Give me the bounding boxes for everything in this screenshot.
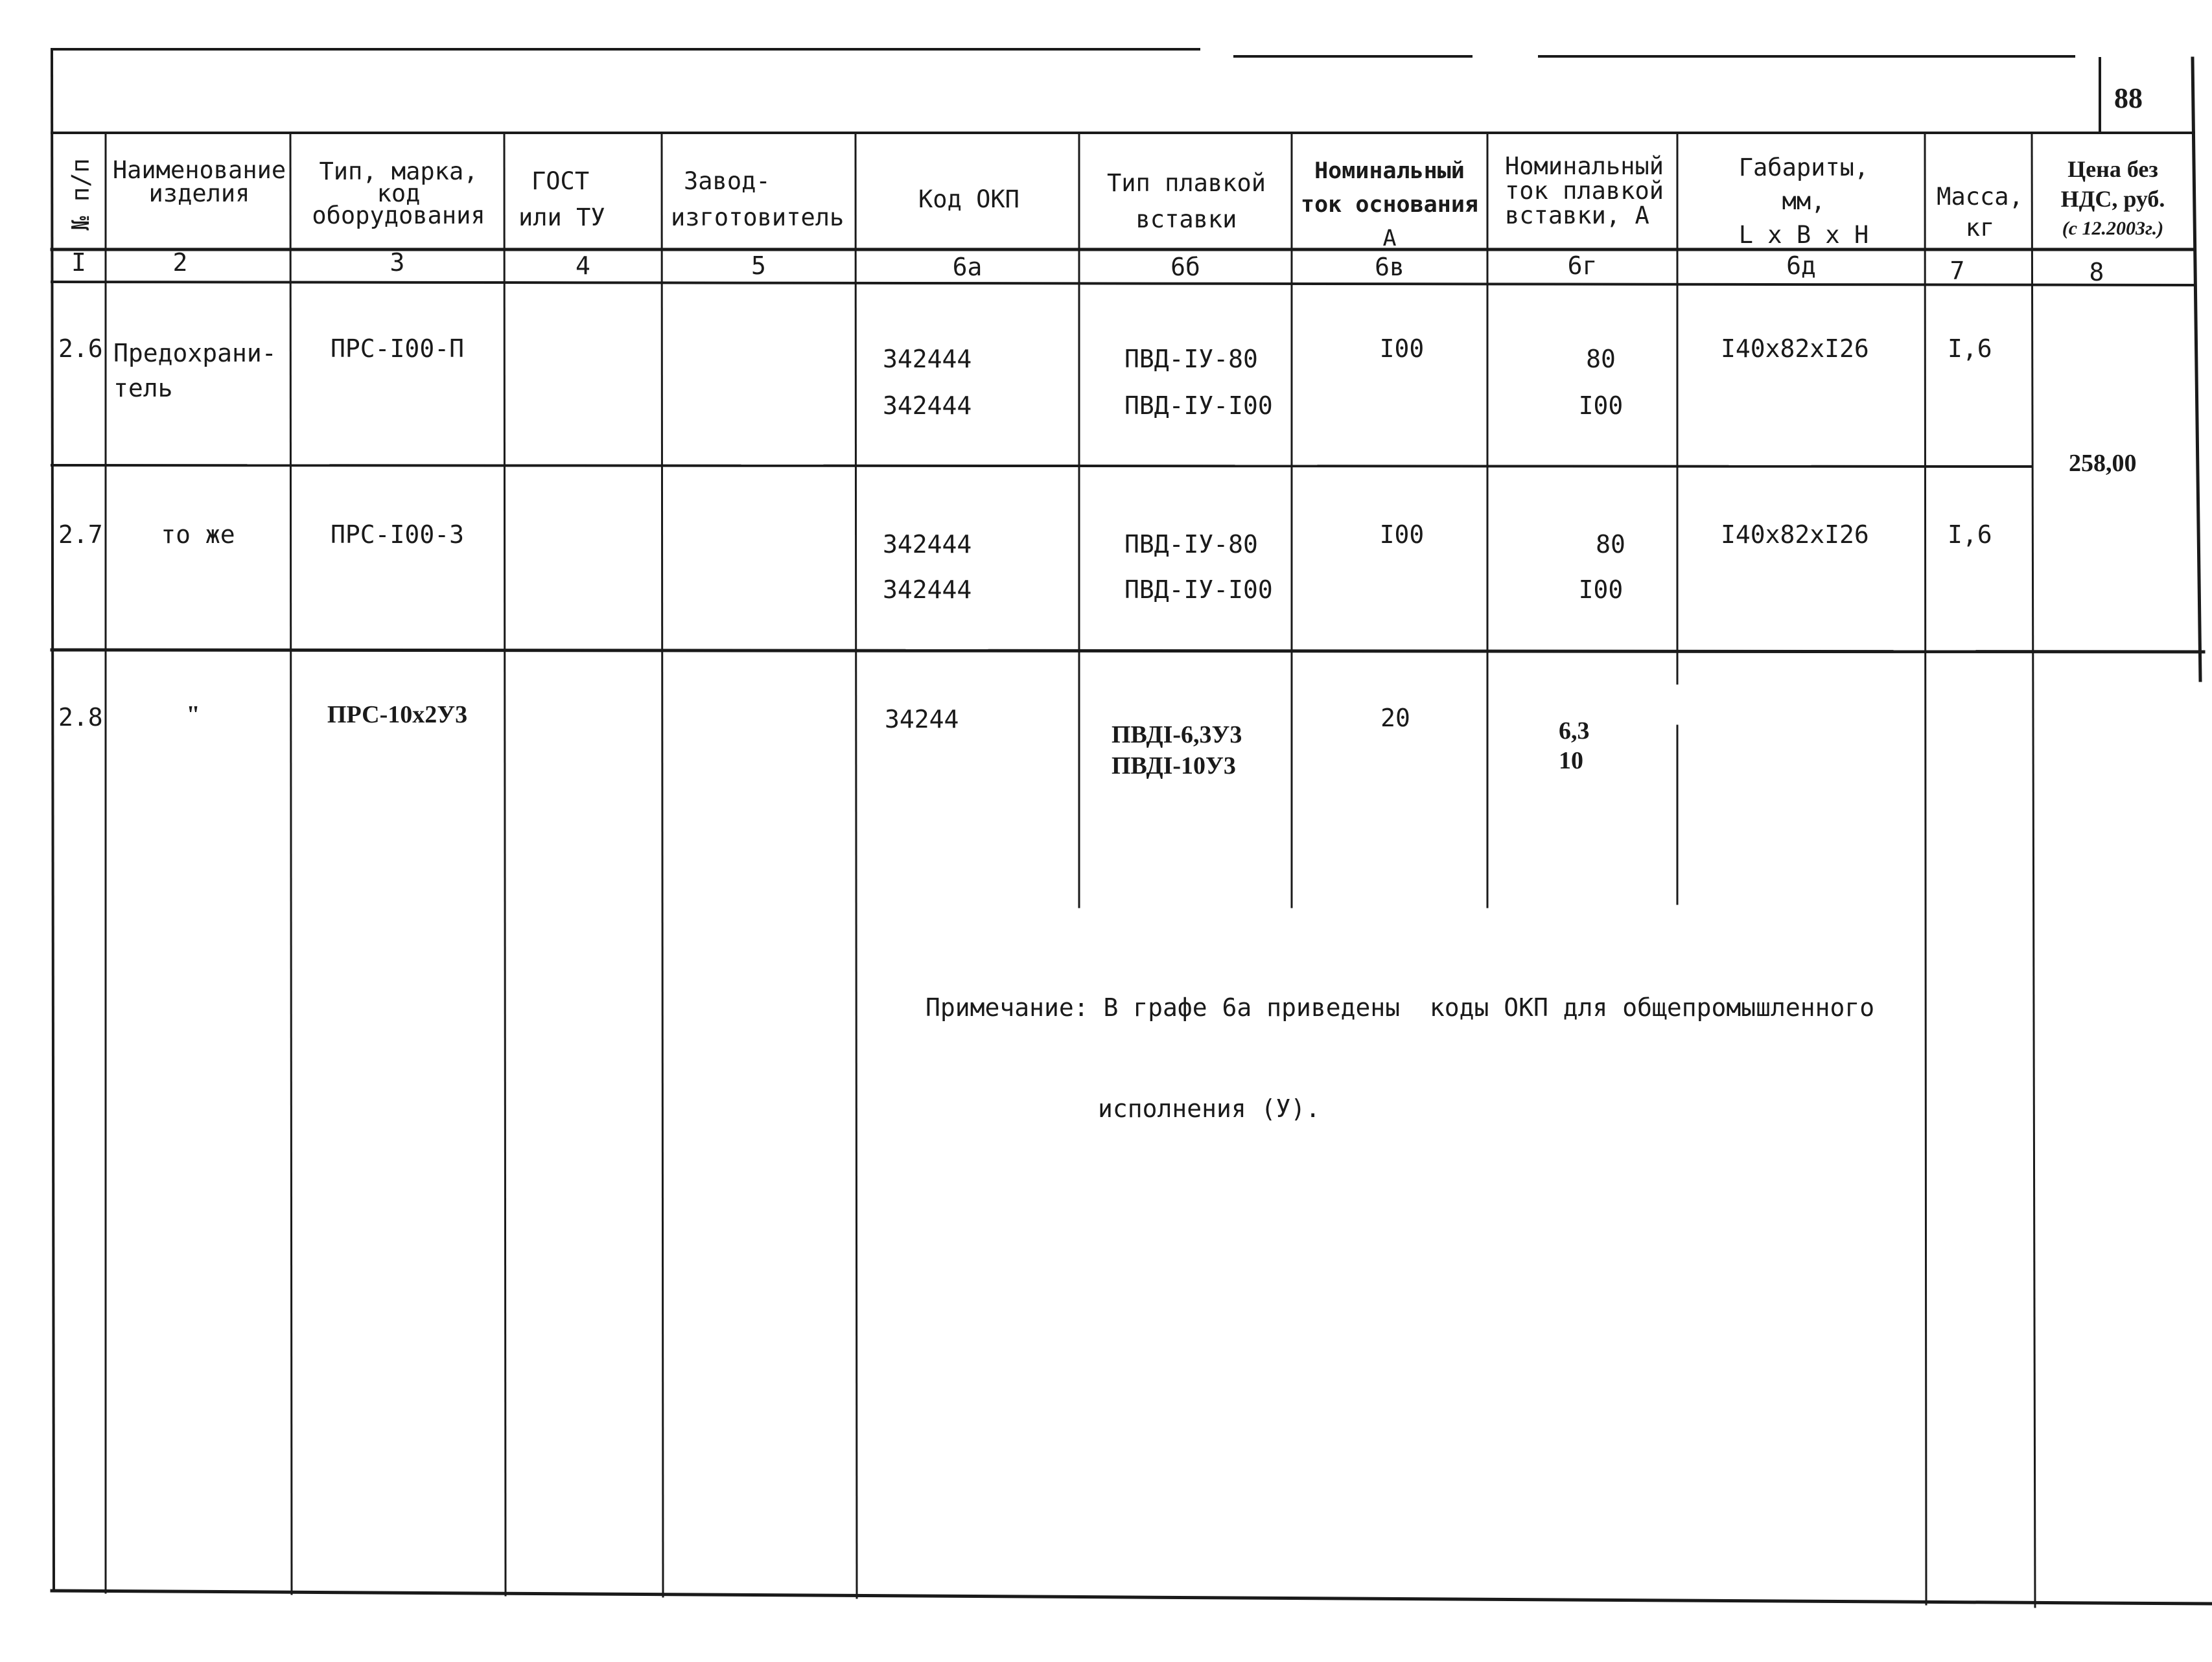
price-value: 258,00 <box>2069 450 2137 477</box>
header-col-3 <box>295 157 502 229</box>
table-row-2.7-fuse-type <box>1124 522 1273 612</box>
header-col-6g <box>1505 154 1664 228</box>
header-line: НДС, руб. <box>2060 186 2165 212</box>
table-row-2.7-no: 2.7 <box>58 520 103 549</box>
table-row-2.8-no: 2.8 <box>58 703 103 732</box>
cell-line: тель <box>113 374 173 402</box>
cell-line: ПВД-IУ-80 <box>1124 530 1258 559</box>
table-row-2.8-okp: 34244 <box>885 705 959 733</box>
table-row-2.6-base-current: I00 <box>1379 334 1425 363</box>
cell-line: ПВДI-6,3У3 <box>1112 721 1242 748</box>
header-line: Тип плавкой <box>1106 169 1266 197</box>
colnum-2: 2 <box>172 248 188 277</box>
header-col-8 <box>2035 154 2191 244</box>
cell-line: Предохрани- <box>113 339 277 367</box>
table-row-2.8-name: " <box>186 701 200 728</box>
header-col-5 <box>671 163 844 236</box>
table-row-2.8-fuse-current <box>1559 716 1590 776</box>
cell-line: 6,3 <box>1559 717 1590 744</box>
header-col-4 <box>518 163 605 236</box>
header-col-6a <box>859 185 1079 213</box>
table-row-2.8-base-current: 20 <box>1380 704 1410 732</box>
cell-line: 342444 <box>883 530 972 559</box>
cell-line: 342444 <box>883 391 972 420</box>
cell-line: 342444 <box>883 345 972 373</box>
header-line: Наименование <box>112 156 286 184</box>
header-line: код <box>377 179 421 207</box>
table-row-2.6-type: ПРС-I00-П <box>331 334 464 363</box>
cell-line: 80 <box>1596 530 1625 559</box>
header-line: Завод- <box>684 167 771 195</box>
cell-line: ПВДI-10У3 <box>1112 752 1236 779</box>
table-row-2.6-okp <box>883 336 972 429</box>
footnote <box>926 923 1874 1159</box>
table-row-2.8-fuse-type <box>1112 719 1242 781</box>
header-line: А <box>1382 225 1397 251</box>
colnum-5: 5 <box>751 251 766 280</box>
header-line: Масса, <box>1937 183 2023 211</box>
header-col-6b <box>1081 165 1292 238</box>
cell-line: ПВД-IУ-I00 <box>1124 391 1273 420</box>
table-row-2.7-name: то же <box>161 520 235 549</box>
cell-line: I00 <box>1578 575 1624 604</box>
header-line: мм, <box>1782 187 1826 215</box>
table-row-2.8-type: ПРС-10х2У3 <box>327 701 468 728</box>
colnum-6a: 6а <box>952 253 983 281</box>
colnum-4: 4 <box>576 251 590 280</box>
table-row-2.6-fuse-current <box>1552 336 1649 429</box>
header-col-1-line: № п/п <box>67 158 95 231</box>
header-line: Тип, марка, <box>319 157 478 185</box>
table-row-2.7-dims: I40x82xI26 <box>1721 520 1869 549</box>
header-col-2 <box>110 156 288 207</box>
header-line: Цена без <box>2067 156 2158 182</box>
header-line: Габариты, <box>1738 154 1869 181</box>
header-col-6v <box>1293 154 1486 255</box>
colnum-1: I <box>71 248 86 277</box>
colnum-6v: 6в <box>1375 253 1404 281</box>
table-row-2.7-type: ПРС-I00-З <box>331 520 464 549</box>
footnote-line-1: Примечание: В графе 6а приведены коды ОКП для общепромышленного <box>926 993 1875 1022</box>
colnum-6d: 6д <box>1786 251 1816 280</box>
header-line: оборудования <box>312 202 485 229</box>
colnum-8: 8 <box>2089 258 2104 286</box>
colnum-3: 3 <box>390 248 405 277</box>
table-row-2.6-no: 2.6 <box>58 334 103 363</box>
cell-line: 80 <box>1586 345 1616 373</box>
table-row-2.6-fuse-type <box>1124 336 1273 429</box>
header-line: или ТУ <box>518 203 605 231</box>
colnum-7: 7 <box>1950 257 1965 285</box>
table-row-2.7-fuse-current <box>1562 522 1659 612</box>
page-number: 88 <box>2114 82 2143 114</box>
table-row-2.6-dims: I40x82xI26 <box>1721 334 1869 363</box>
cell-line: ПВД-IУ-I00 <box>1124 575 1273 604</box>
header-line: L x B x H <box>1738 221 1869 249</box>
header-line: ток плавкой <box>1505 177 1664 205</box>
cell-line: I00 <box>1578 391 1624 420</box>
table-row-2.6-mass: I,6 <box>1948 334 1992 363</box>
cell-line: 342444 <box>883 575 972 604</box>
cell-line: ПВД-IУ-80 <box>1124 345 1258 373</box>
header-col-1 <box>69 158 93 230</box>
header-line: Номинальный <box>1314 158 1465 184</box>
header-line: вставки <box>1135 205 1237 233</box>
table-row-2.7-okp <box>883 522 972 612</box>
table-row-2.7-mass: I,6 <box>1948 520 1992 549</box>
colnum-6g: 6г <box>1567 251 1598 280</box>
header-col-6d <box>1684 151 1924 252</box>
table-row-2.7-base-current: I00 <box>1379 520 1425 549</box>
header-line: изготовитель <box>671 203 844 231</box>
footnote-line-2: исполнения (У). <box>1098 1094 1321 1123</box>
header-line: ГОСТ <box>531 167 590 195</box>
colnum-6b: 6б <box>1170 253 1200 281</box>
header-line: ток основания <box>1301 192 1478 218</box>
header-line: кг <box>1965 214 1995 242</box>
header-line: (с 12.2003г.) <box>2062 218 2164 239</box>
cell-line: 10 <box>1559 747 1583 774</box>
header-col-7 <box>1928 181 2032 244</box>
header-line: вставки, А <box>1505 202 1649 229</box>
table-row-2.6-name <box>113 336 277 406</box>
header-line: изделия <box>148 179 250 207</box>
header-line: Номинальный <box>1505 152 1664 180</box>
header-line: Код ОКП <box>918 185 1019 213</box>
